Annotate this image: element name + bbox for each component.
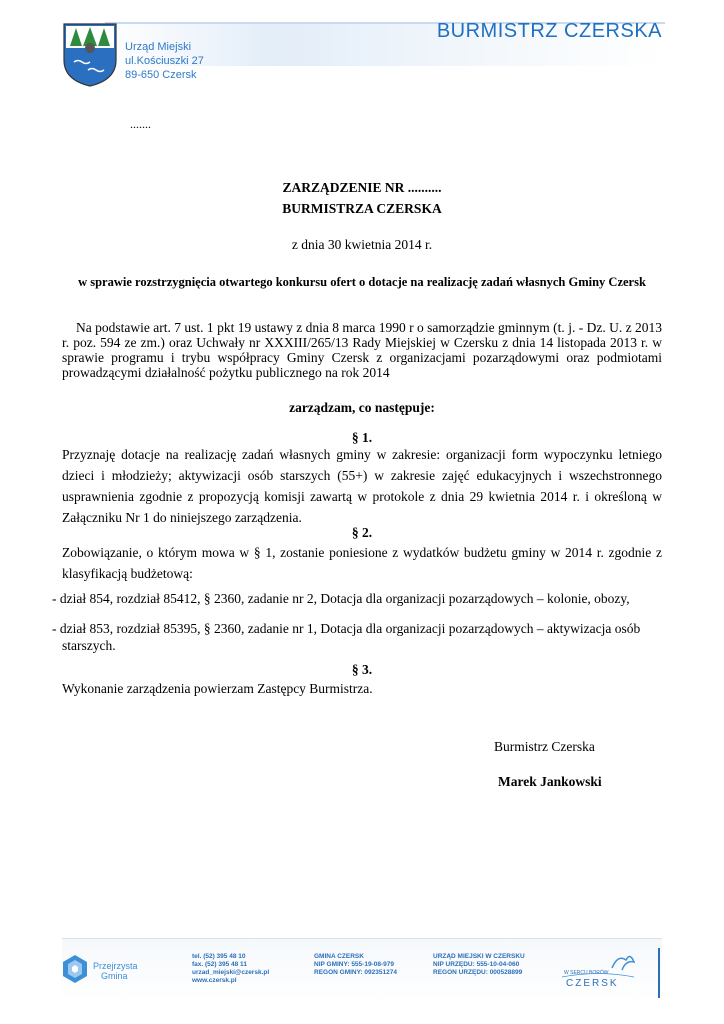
- budget-item-2-line1: - dział 853, rozdział 85395, § 2360, zadanie nr 1, Dotacja dla organizacji pozarządowych – aktywizacja osób: [52, 621, 641, 636]
- header-title: BURMISTRZ CZERSKA: [436, 20, 662, 42]
- reference-dots: .......: [130, 117, 151, 131]
- section-1-heading: § 1.: [351, 430, 373, 445]
- signature-name: Marek Jankowski: [498, 774, 602, 789]
- section-2-text: Zobowiązanie, o którym mowa w § 1, zostanie poniesione z wydatków budżetu gminy w 2014 r. zgodnie z klasyfikacją budżetową:: [62, 545, 662, 581]
- badge-line-2: Gmina: [101, 971, 128, 981]
- footer-contact: [192, 953, 269, 985]
- office-street: ul.Kościuszki 27: [125, 55, 204, 67]
- budget-item-1: - dział 854, rozdział 85412, § 2360, zadanie nr 2, Dotacja dla organizacji pozarządowych – kolonie, obozy,: [52, 591, 630, 606]
- signature-title: Burmistrz Czerska: [494, 739, 595, 754]
- urzad-name: URZĄD MIEJSKI W CZERSKU: [433, 953, 525, 960]
- document-date: z dnia 30 kwietnia 2014 r.: [291, 237, 433, 252]
- section-2-heading: § 2.: [351, 525, 373, 540]
- footer-accent-line: [658, 948, 660, 998]
- legal-basis: [62, 320, 662, 380]
- section-3-heading: § 3.: [351, 662, 373, 677]
- budget-item-2-line2: starszych.: [62, 638, 116, 653]
- czersk-logo-icon: [560, 950, 636, 990]
- gmina-name: GMINA CZERSK: [314, 953, 364, 960]
- footer-email[interactable]: urzad_miejski@czersk.pl: [192, 969, 270, 976]
- office-name: Urząd Miejski: [125, 41, 192, 53]
- urzad-regon: REGON URZĘDU: 000528899: [433, 969, 523, 976]
- transparent-commune-badge: [93, 961, 138, 981]
- gmina-nip: NIP GMINY: 555-19-08-979: [314, 961, 394, 968]
- urzad-nip: NIP URZĘDU: 555-10-04-060: [433, 961, 520, 968]
- gmina-regon: REGON GMINY: 092351274: [314, 969, 397, 976]
- logo-tagline: W SERCU BORÓW: [564, 970, 609, 976]
- footer-phone: tel. (52) 395 48 10: [192, 953, 246, 960]
- office-city: 89-650 Czersk: [125, 69, 197, 81]
- document-title: ZARZĄDZENIE NR ..........: [282, 180, 442, 195]
- footer-urzad: [433, 953, 525, 977]
- logo-word: CZERSK: [566, 978, 619, 989]
- legal-basis-text: Na podstawie art. 7 ust. 1 pkt 19 ustawy z dnia 8 marca 1990 r o samorządzie gminnym (t. j. - Dz. U. z 2013 r. poz. 594 ze zm.) oraz Uchwały nr XXXIII/265/13 Rady Miejskiej w Czersku z dnia 14 listopada 2013 r. w sprawie programu i trybu współpracy Gminy Czersk z organizacjami pozarządowymi oraz podmiotami prowadzącymi działalność pożytku publicznego na rok 2014: [62, 320, 662, 380]
- section-3-text: Wykonanie zarządzenia powierzam Zastępcy Burmistrza.: [62, 681, 373, 696]
- order-phrase: zarządzam, co następuje:: [289, 400, 435, 415]
- badge-line-1: Przejrzysta: [93, 961, 138, 971]
- footer-fax: fax. (52) 395 48 11: [192, 961, 247, 968]
- transparent-commune-icon: [62, 954, 88, 984]
- office-address: [125, 40, 204, 82]
- document-issuer: BURMISTRZA CZERSKA: [282, 201, 442, 216]
- section-1-text: Przyznaję dotacje na realizację zadań własnych gminy w zakresie: organizacji form wypoczynku letniego dzieci i młodzieży; aktywizacji osób starszych (55+) w zakresie zajęć edukacyjnych i wszechstronnego usprawnienia zgodnie z propozycją komisji zawartą w protokole z dnia 29 kwietnia 2014 r. i określoną w Załączniku Nr 1 do niniejszego zarządzenia.: [62, 447, 662, 525]
- budget-item-2: [52, 620, 662, 654]
- footer-website[interactable]: www.czersk.pl: [192, 977, 237, 984]
- footer-gmina: [314, 953, 397, 977]
- crest-icon: [62, 22, 118, 88]
- document-subject: w sprawie rozstrzygnięcia otwartego konkursu ofert o dotacje na realizację zadań własnych Gminy Czersk: [78, 275, 646, 289]
